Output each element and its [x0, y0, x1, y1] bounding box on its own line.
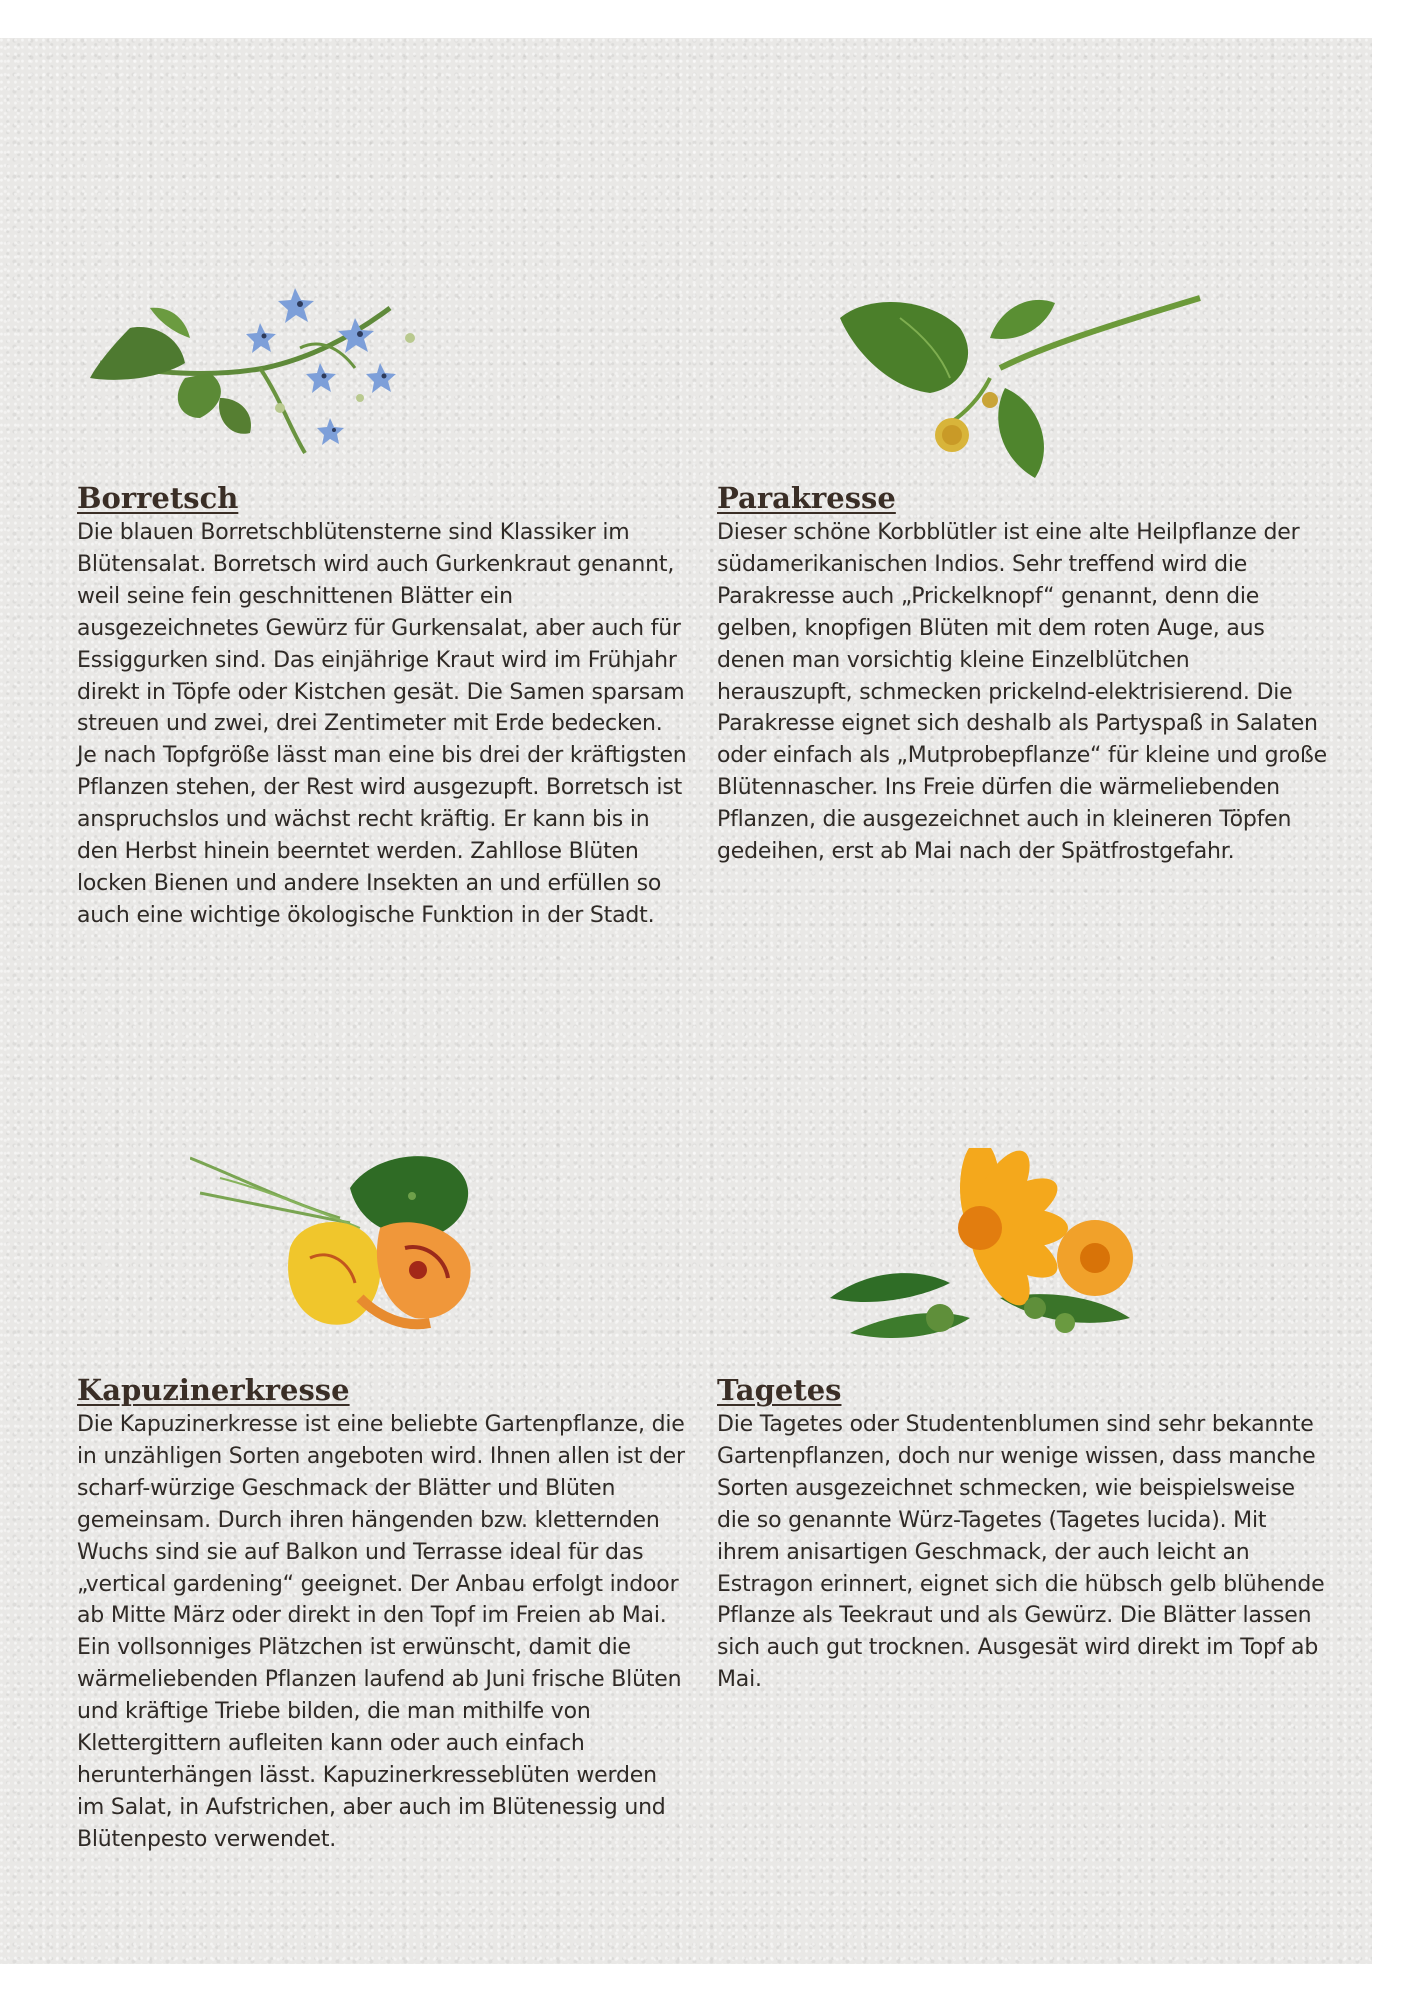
article-borretsch — [77, 481, 687, 932]
article-body: Dieser schöne Korbblütler ist eine alte Heilpflanze der südamerikanischen Indios. Sehr treffend wird die Parakresse auch „Prickelknopf“ genannt, denn die gelben, knopfigen Blüten mit dem roten Auge, aus denen man vorsichtig kleine Einzelblütchen herauszupft, schmecken prickelnd-elektrisierend. Die Parakresse eignet sich deshalb als Partyspaß in Salaten oder einfach als „Mutprobepflanze“ für kleine und große Blütennascher. Ins Freie dürfen die wärmeliebenden Pflanzen, die ausgezeichnet auch in kleineren Töpfen gedeihen, erst ab Mai nach der Spätfrostgefahr. — [717, 520, 1327, 865]
article-tagetes — [717, 1373, 1327, 1696]
article-body: Die Kapuzinerkresse ist eine beliebte Gartenpflanze, die in unzähligen Sorten angeboten wird. Ihnen allen ist der scharf-würzige Geschmack der Blätter und Blüten gemeinsam. Durch ihren hängenden bzw. kletternden Wuchs sind sie auf Balkon und Terrasse ideal für das „vertical gardening“ geeignet. Der Anbau erfolgt indoor ab Mitte März oder direkt in den Topf im Freien ab Mai. Ein vollsonniges Plätzchen ist erwünscht, damit die wärmeliebenden Pflanzen laufend ab Juni frische Blüten und kräftige Triebe bilden, die man mithilfe von Klettergittern aufleiten kann oder auch einfach herunterhängen lässt. Kapuzinerkresseblüten werden im Salat, in Aufstrichen, aber auch im Blütenessig und Blütenpesto verwendet. — [77, 1412, 685, 1852]
article-body: Die Tagetes oder Studentenblumen sind sehr bekannte Gartenpflanzen, doch nur wenige wissen, dass manche Sorten ausgezeichnet schmecken, wie beispielsweise die so genannte Würz-Tagetes (Tagetes lucida). Mit ihrem anisartigen Geschmack, der auch leicht an Estragon erinnert, eignet sich die hübsch gelb blühende Pflanze als Teekraut und als Gewürz. Die Blätter lassen sich auch gut trocknen. Ausgesät wird direkt im Topf ab Mai. — [717, 1412, 1325, 1693]
article-title: Parakresse — [717, 481, 896, 515]
article-body: Die blauen Borretschblütensterne sind Klassiker im Blütensalat. Borretsch wird auch Gurkenkraut genannt, weil seine fein geschnittenen Blätter ein ausgezeichnetes Gewürz für Gurkensalat, aber auch für Essiggurken sind. Das einjährige Kraut wird im Frühjahr direkt in Töpfe oder Kistchen gesät. Die Samen sparsam streuen und zwei, drei Zentimeter mit Erde bedecken. Je nach Topfgröße lässt man eine bis drei der kräftigsten Pflanzen stehen, der Rest wird ausgezupft. Borretsch ist anspruchslos und wächst recht kräftig. Er kann bis in den Herbst hinein beerntet werden. Zahllose Blüten locken Bienen und andere Insekten an und erfüllen so auch eine wichtige ökologische Funktion in der Stadt. — [77, 520, 687, 928]
textured-page — [0, 38, 1372, 1964]
article-title: Tagetes — [717, 1373, 842, 1407]
article-title: Borretsch — [77, 481, 239, 515]
article-kapuzinerkresse — [77, 1373, 687, 1856]
paracress-plant-image — [840, 278, 1210, 478]
article-title: Kapuzinerkresse — [77, 1373, 350, 1407]
article-parakresse — [717, 481, 1327, 868]
nasturtium-plant-image — [190, 1148, 520, 1368]
borage-plant-image — [90, 268, 450, 468]
marigold-plant-image — [830, 1148, 1160, 1348]
